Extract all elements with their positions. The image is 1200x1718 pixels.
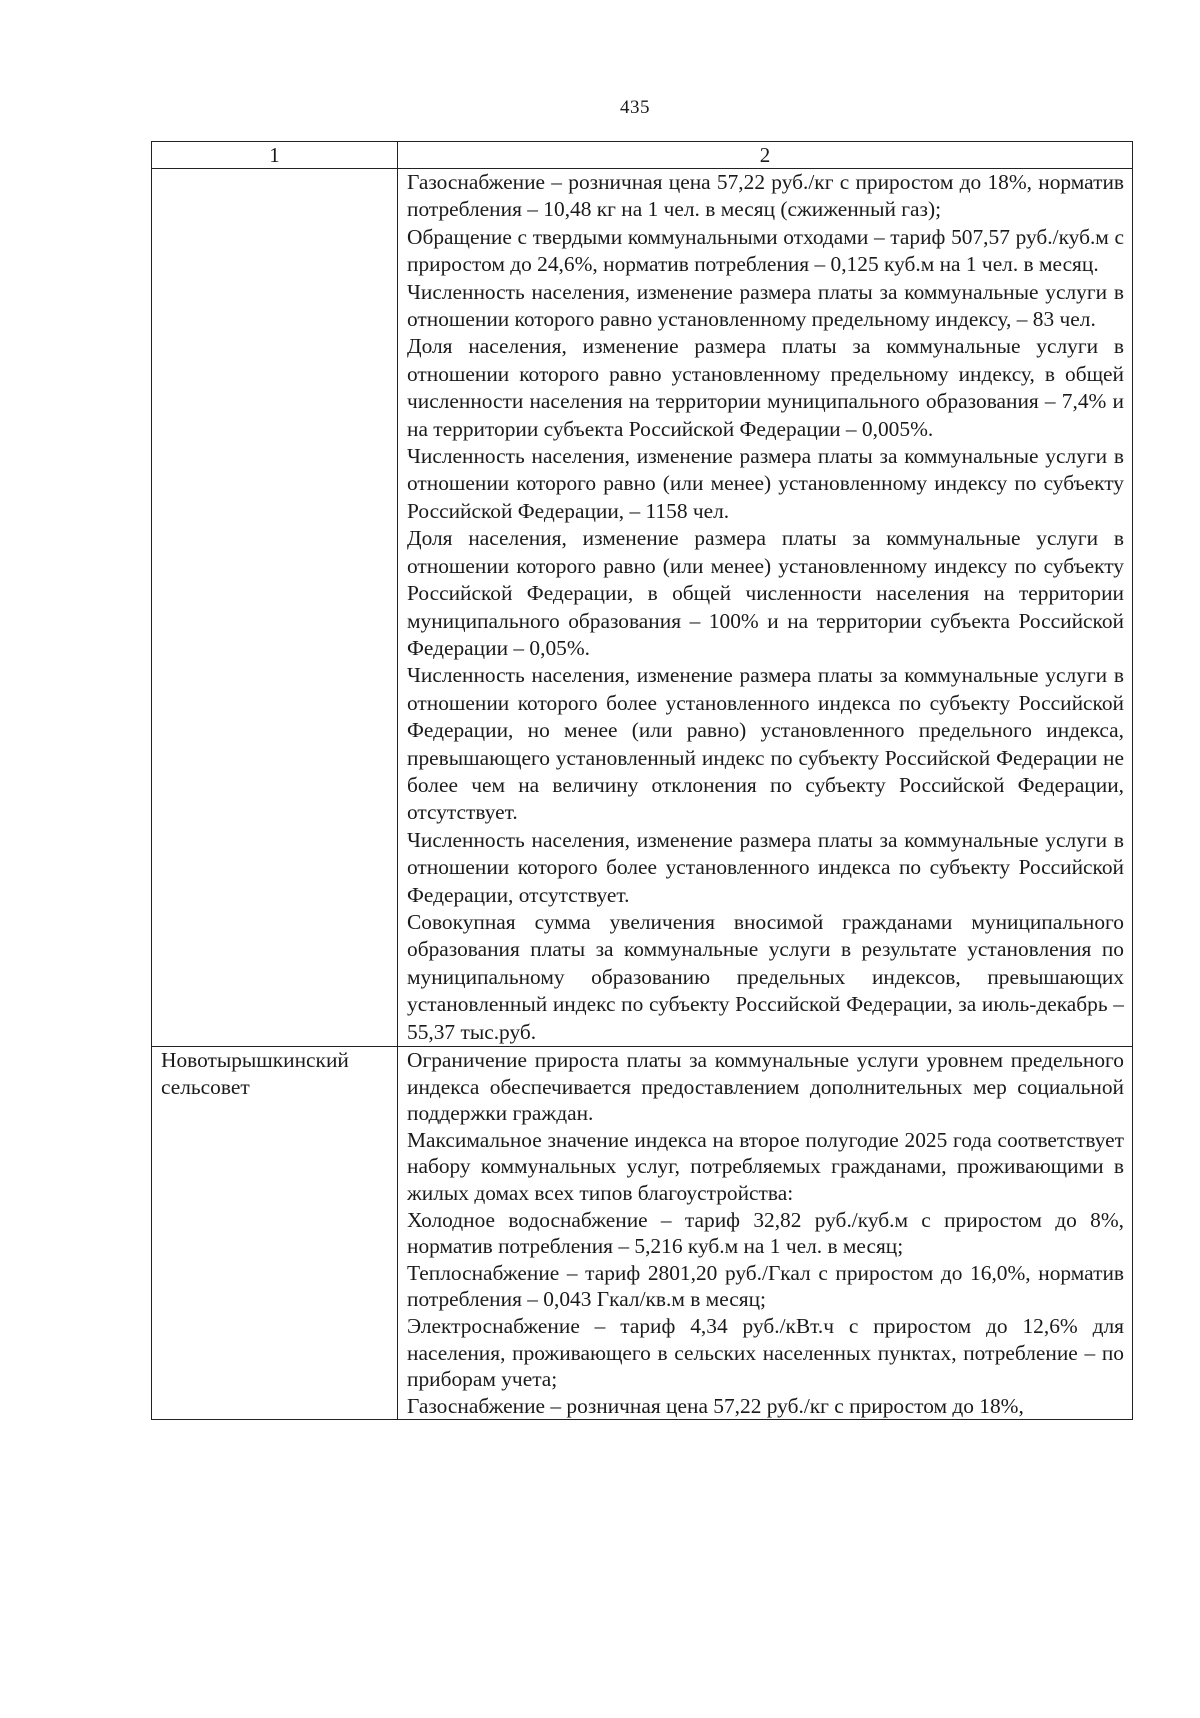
paragraph: Газоснабжение – розничная цена 57,22 руб./кг с приростом до 18%, <box>407 1393 1024 1418</box>
paragraph: Совокупная сумма увеличения вносимой гражданами муниципального образования платы за коммунальные услуги в результате установления по муниципальному образованию предельных индексов, превышающих установленный индекс по субъекту Российской Федерации, за июль-декабрь – 55,37 тыс.руб. <box>407 909 1124 1044</box>
column-header-2: 2 <box>398 142 1133 169</box>
paragraph: Ограничение прироста платы за коммунальные услуги уровнем предельного индекса обеспечивается предоставлением дополнительных мер социальной поддержки граждан. <box>407 1048 1124 1126</box>
page-number: 435 <box>620 97 650 118</box>
paragraph: Доля населения, изменение размера платы за коммунальные услуги в отношении которого равно (или менее) установленному индексу по субъекту Российской Федерации, в общей численности населения на территории муниципального образования – 100% и на территории субъекта Российской Федерации – 0,05%. <box>407 526 1124 660</box>
paragraph: Численность населения, изменение размера платы за коммунальные услуги в отношении которого равно установленному предельному индексу, – 83 чел. <box>407 279 1124 332</box>
municipality-name-cell: Новотырышкинский сельсовет <box>152 1047 398 1420</box>
column-header-1: 1 <box>152 142 398 169</box>
paragraph: Доля населения, изменение размера платы за коммунальные услуги в отношении которого равно установленному предельному индексу, в общей численности населения на территории муниципального образования – 7,4% и на территории субъекта Российской Федерации – 0,005%. <box>407 334 1124 441</box>
paragraph: Теплоснабжение – тариф 2801,20 руб./Гкал с приростом до 16,0%, норматив потребления – 0,043 Гкал/кв.м в месяц; <box>407 1260 1124 1312</box>
paragraph: Газоснабжение – розничная цена 57,22 руб./кг с приростом до 18%, норматив потребления – 10,48 кг на 1 чел. в месяц (сжиженный газ); <box>407 170 1124 222</box>
description-cell <box>398 169 1133 1047</box>
table-row <box>152 1047 1133 1420</box>
paragraph: Численность населения, изменение размера платы за коммунальные услуги в отношении которого более установленного индекса по субъекту Российской Федерации, отсутствует. <box>407 827 1124 907</box>
tariff-table <box>151 141 1133 1420</box>
paragraph: Электроснабжение – тариф 4,34 руб./кВт.ч с приростом до 12,6% для населения, проживающего в сельских населенных пунктах, потребление – по приборам учета; <box>407 1313 1124 1392</box>
table-header-row <box>152 142 1133 169</box>
paragraph: Холодное водоснабжение – тариф 32,82 руб./куб.м с приростом до 8%, норматив потребления – 5,216 куб.м на 1 чел. в месяц; <box>407 1207 1124 1259</box>
paragraph: Численность населения, изменение размера платы за коммунальные услуги в отношении которого равно (или менее) установленному индексу по субъекту Российской Федерации, – 1158 чел. <box>407 444 1124 523</box>
municipality-name-cell <box>152 169 398 1047</box>
table-row <box>152 169 1133 1047</box>
paragraph: Максимальное значение индекса на второе полугодие 2025 года соответствует набору коммунальных услуг, потребляемых гражданами, проживающими в жилых домах всех типов благоустройства: <box>407 1127 1124 1205</box>
description-cell <box>398 1047 1133 1420</box>
paragraph: Обращение с твердыми коммунальными отходами – тариф 507,57 руб./куб.м с приростом до 24,6%, норматив потребления – 0,125 куб.м на 1 чел. в месяц. <box>407 224 1124 277</box>
paragraph: Численность населения, изменение размера платы за коммунальные услуги в отношении которого более установленного индекса по субъекту Российской Федерации, но менее (или равно) установленного предельного индекса, превышающего установленный индекс по субъекту Российской Федерации не более чем на величину отклонения по субъекту Российской Федерации, отсутствует. <box>407 663 1124 825</box>
